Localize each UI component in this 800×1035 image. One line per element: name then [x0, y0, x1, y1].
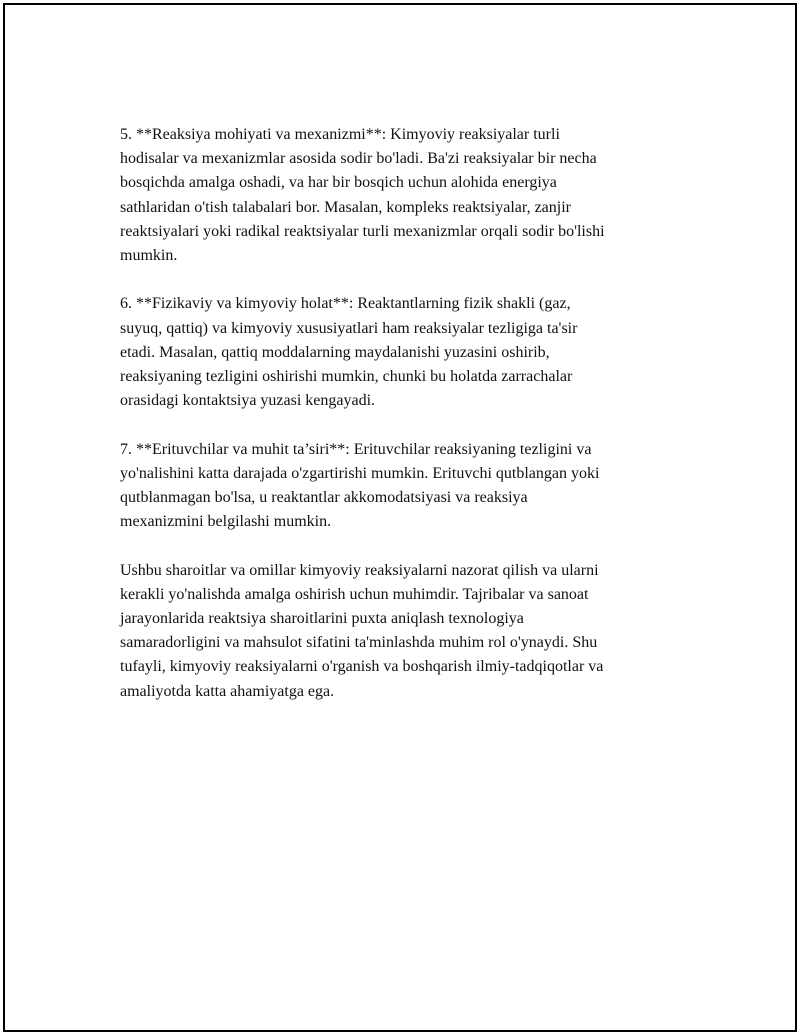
text-line: mexanizmini belgilashi mumkin.: [120, 513, 332, 531]
text-line: 5. **Reaksiya mohiyati va mexanizmi**: Kimyoviy reaksiyalar turli: [120, 126, 560, 143]
document-page: [3, 3, 797, 1032]
text-line: reaksiyaning tezligini oshirishi mumkin, chunki bu holatda zarrachalar: [120, 368, 573, 386]
paragraph-conclusion: [120, 559, 682, 704]
paragraph-reaction-mechanism: [120, 123, 682, 268]
text-line: jarayonlarida reaktsiya sharoitlarini puxta aniqlash texnologiya: [120, 610, 524, 628]
text-line: mumkin.: [120, 247, 178, 265]
text-line: sathlaridan o'tish talabalari bor. Masalan, kompleks reaktsiyalar, zanjir: [120, 198, 571, 216]
text-line: suyuq, qattiq) va kimyoviy xususiyatlari ham reaksiyalar tezligiga ta'sir: [120, 319, 578, 337]
text-line: orasidagi kontaktsiya yuzasi kengayadi.: [120, 392, 376, 410]
text-line: reaktsiyalari yoki radikal reaktsiyalar turli mexanizmlar orqali sodir bo'lishi: [120, 222, 605, 240]
text-line: 7. **Erituvchilar va muhit ta’siri**: Erituvchilar reaksiyaning tezligini va: [120, 440, 592, 458]
text-line: qutblanmagan bo'lsa, u reaktantlar akkomodatsiyasi va reaksiya: [120, 489, 528, 507]
document-body: [120, 123, 682, 728]
text-line: kerakli yo'nalishda amalga oshirish uchun muhimdir. Tajribalar va sanoat: [120, 585, 589, 603]
paragraph-physical-chemical-state: [120, 292, 682, 413]
text-line: etadi. Masalan, qattiq moddalarning maydalanishi yuzasini oshirib,: [120, 343, 550, 361]
text-line: bosqichda amalga oshadi, va har bir bosqich uchun alohida energiya: [120, 174, 557, 192]
text-line: hodisalar va mexanizmlar asosida sodir bo'ladi. Ba'zi reaksiyalar bir necha: [120, 150, 597, 168]
text-line: 6. **Fizikaviy va kimyoviy holat**: Reaktantlarning fizik shakli (gaz,: [120, 295, 571, 313]
text-line: Ushbu sharoitlar va omillar kimyoviy reaksiyalarni nazorat qilish va ularni: [120, 561, 599, 579]
text-line: samaradorligini va mahsulot sifatini ta'minlashda muhim rol o'ynaydi. Shu: [120, 634, 598, 652]
text-line: tufayli, kimyoviy reaksiyalarni o'rganish va boshqarish ilmiy-tadqiqotlar va: [120, 658, 604, 676]
text-line: yo'nalishini katta darajada o'zgartirishi mumkin. Erituvchi qutblangan yoki: [120, 464, 600, 482]
text-line: amaliyotda katta ahamiyatga ega.: [120, 682, 335, 700]
paragraph-solvents-medium: [120, 438, 682, 535]
